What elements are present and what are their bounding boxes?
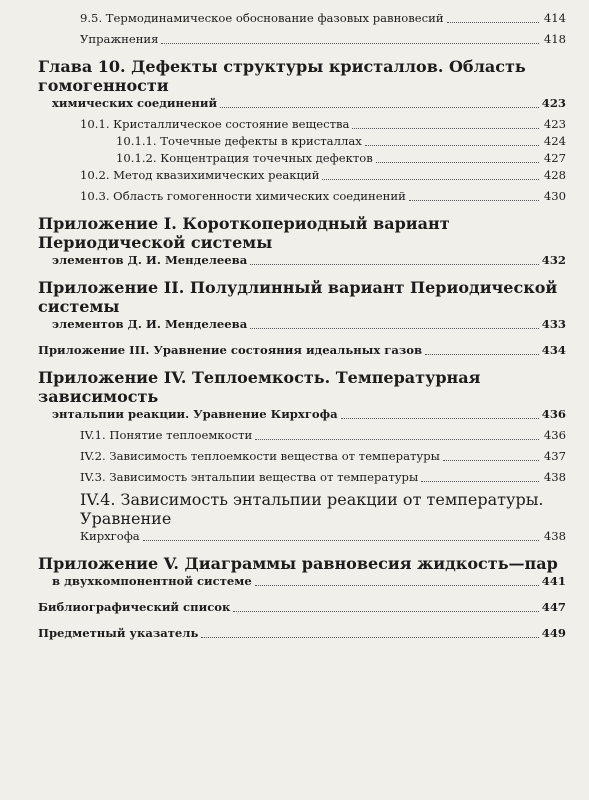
toc-entry-title: Приложение III. Уравнение состояния идеальных газов [38, 343, 423, 357]
toc-entry-page: 424 [543, 134, 566, 148]
toc-entry-title: Библиографический список [38, 600, 231, 614]
dot-leader [255, 439, 539, 440]
toc-entry-page: 414 [543, 11, 566, 25]
dot-leader [425, 354, 539, 355]
toc-entry-title: Приложение I. Короткопериодный вариант Периодической системы [38, 214, 450, 252]
toc-entry-page: 427 [543, 151, 566, 165]
toc-entry-page: 441 [541, 574, 566, 588]
toc-entry [38, 490, 566, 545]
toc-bibliography-entry [38, 599, 566, 616]
toc-entry [38, 427, 566, 444]
dot-leader [250, 328, 539, 329]
toc-entry-title: 10.1. Кристаллическое состояние вещества [80, 117, 350, 131]
toc-entry-page: 430 [543, 189, 566, 203]
toc-entry [38, 150, 566, 167]
dot-leader [443, 460, 539, 461]
toc-entry-title: IV.3. Зависимость энтальпии вещества от температуры [80, 470, 419, 484]
toc-entry-title-cont: элементов Д. И. Менделеева [52, 253, 248, 267]
dot-leader [143, 540, 539, 541]
toc-entry-title: Упражнения [80, 32, 159, 46]
toc-appendix-entry [38, 214, 566, 269]
toc-entry-title: Глава 10. Дефекты структуры кристаллов. Область гомогенности [38, 57, 526, 95]
dot-leader [365, 145, 539, 146]
toc-entry-page: 433 [541, 317, 566, 331]
dot-leader [233, 611, 538, 612]
toc-entry-title-cont: химических соединений [52, 96, 218, 110]
toc-entry [38, 31, 566, 48]
toc-entry-page: 434 [541, 343, 566, 357]
dot-leader [409, 200, 539, 201]
toc-entry-page: 418 [543, 32, 566, 46]
dot-leader [421, 481, 539, 482]
toc-entry-title-cont: элементов Д. И. Менделеева [52, 317, 248, 331]
toc-entry-title: IV.1. Понятие теплоемкости [80, 428, 253, 442]
toc-entry-title: Приложение II. Полудлинный вариант Периодической системы [38, 278, 558, 316]
toc-entry-page: 432 [541, 253, 566, 267]
toc-entry [38, 469, 566, 486]
toc-entry-title: Приложение V. Диаграммы равновесия жидкость—пар [38, 554, 558, 573]
toc-entry-page: 447 [541, 600, 566, 614]
toc-appendix-entry [38, 554, 566, 590]
toc-entry-title: IV.4. Зависимость энтальпии реакции от температуры. Уравнение [80, 490, 544, 528]
toc-entry-page: 423 [541, 96, 566, 110]
toc-entry-page: 423 [543, 117, 566, 131]
toc-entry-title: 10.1.1. Точечные дефекты в кристаллах [116, 134, 362, 148]
toc-entry-title: Предметный указатель [38, 626, 199, 640]
dot-leader [376, 162, 539, 163]
toc-entry-page: 449 [541, 626, 566, 640]
toc-appendix-entry [38, 342, 566, 359]
toc-entry-title: 10.3. Область гомогенности химических соединений [80, 189, 406, 203]
toc-entry-title: 10.2. Метод квазихимических реакций [80, 168, 320, 182]
toc-index-entry [38, 625, 566, 642]
toc-entry-page: 436 [543, 428, 566, 442]
toc-entry-page: 438 [543, 470, 566, 484]
toc-entry-page: 438 [543, 529, 566, 543]
toc-entry [38, 116, 566, 133]
dot-leader [322, 179, 539, 180]
toc-entry-page: 436 [541, 407, 566, 421]
toc-entry [38, 167, 566, 184]
toc-entry [38, 448, 566, 465]
dot-leader [250, 264, 539, 265]
dot-leader [352, 128, 539, 129]
toc-entry-title: IV.2. Зависимость теплоемкости вещества от температуры [80, 449, 440, 463]
toc-entry-title: 10.1.2. Концентрация точечных дефектов [116, 151, 373, 165]
toc-entry-title-cont: в двухкомпонентной системе [52, 574, 252, 588]
dot-leader [220, 107, 539, 108]
dot-leader [447, 22, 539, 23]
toc-entry-page: 428 [543, 168, 566, 182]
dot-leader [201, 637, 538, 638]
toc-appendix-entry [38, 278, 566, 333]
toc-entry [38, 10, 566, 27]
table-of-contents [38, 10, 566, 642]
dot-leader [161, 43, 539, 44]
toc-entry-title: 9.5. Термодинамическое обоснование фазовых равновесий [80, 11, 444, 25]
toc-entry-title-cont: Кирхгофа [80, 529, 140, 543]
dot-leader [255, 585, 539, 586]
toc-entry-page: 437 [543, 449, 566, 463]
toc-entry-title: Приложение IV. Теплоемкость. Температурная зависимость [38, 368, 481, 406]
bleed-through-text: ​ [59, 533, 61, 545]
toc-chapter-entry [38, 57, 566, 112]
toc-entry-title-cont: энтальпии реакции. Уравнение Кирхгофа [52, 407, 338, 421]
toc-entry [38, 188, 566, 205]
dot-leader [341, 418, 539, 419]
toc-appendix-entry [38, 368, 566, 423]
toc-entry [38, 133, 566, 150]
